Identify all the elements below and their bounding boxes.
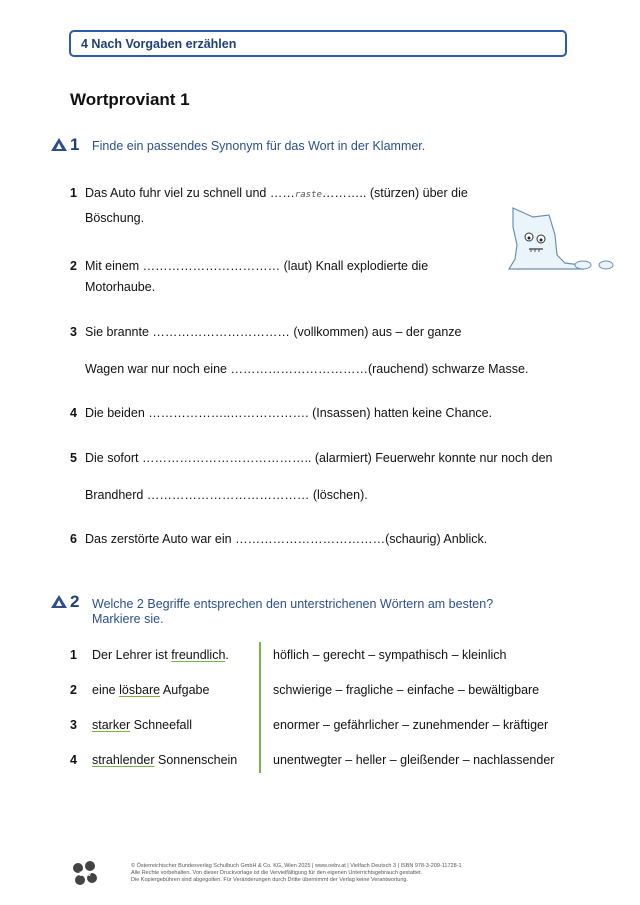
row-phrase: starker Schneefall	[92, 718, 193, 732]
underlined-word: strahlender	[92, 753, 155, 767]
task2-instruction-line2: Markiere sie.	[92, 612, 164, 626]
row-phrase: Der Lehrer ist freundlich.	[92, 648, 229, 662]
task1-number: 1	[70, 135, 80, 154]
footer-line1: © Österreichischer Bundesverlag Schulbuch GmbH & Co. KG, Wien 2025 | www.oebv.at | Vielfach Deutsch 3 | ISBN 978-3-209-11728-1	[131, 863, 462, 869]
row-number: 3	[70, 718, 77, 732]
chapter-title: 4 Nach Vorgaben erzählen	[81, 37, 237, 51]
melting-ice-mascot-illustration	[505, 205, 615, 275]
row-phrase: eine lösbare Aufgabe	[92, 683, 210, 697]
row-number: 2	[70, 683, 77, 697]
row-options: schwierige – fragliche – einfache – bewältigbare	[273, 683, 540, 697]
copyright-footer	[131, 863, 462, 884]
underlined-word: freundlich	[171, 648, 226, 662]
item-number: 6	[70, 532, 77, 546]
item-number: 2	[70, 259, 77, 273]
underlined-word: lösbare	[119, 683, 161, 697]
row-options: unentwegter – heller – gleißender – nachlassender	[273, 753, 555, 767]
item-text: Die beiden ………………..………………. (Insassen) hatten keine Chance.	[85, 406, 493, 420]
item-text: Sie brannte …………………………… (vollkommen) aus – der ganze	[85, 325, 462, 339]
row-phrase: strahlender Sonnenschein	[92, 753, 238, 767]
difficulty-triangle-icon	[51, 595, 67, 608]
task2-instruction-line1: Welche 2 Begriffe entsprechen den unterstrichenen Wörtern am besten?	[92, 597, 494, 611]
task2-instruction	[92, 597, 493, 627]
row-number: 4	[70, 753, 77, 767]
item-text: Mit einem …………………………… (laut) Knall explodierte die	[85, 259, 429, 273]
item-text-line2: Motorhaube.	[85, 280, 156, 294]
item-number: 5	[70, 451, 77, 465]
row-options: höflich – gerecht – sympathisch – kleinlich	[273, 648, 507, 662]
item-text-end: ……….. (stürzen) über die	[321, 186, 468, 200]
item-text-line2: Wagen war nur noch eine ……………………………(rauchend) schwarze Masse.	[85, 362, 529, 376]
item-text-line2: Brandherd ………………………………… (löschen).	[85, 488, 368, 502]
item-text: Das Auto fuhr viel zu schnell und ……	[85, 186, 295, 200]
footer-line2: Alle Rechte vorbehalten. Von dieser Druckvorlage ist die Vervielfältigung für den eigenen Unterrichtsgebrauch gestattet.	[131, 870, 423, 876]
item-text: Das zerstörte Auto war ein ………………………………(schaurig) Anblick.	[85, 532, 488, 546]
item-number: 4	[70, 406, 77, 420]
task1-instruction: Finde ein passendes Synonym für das Wort in der Klammer.	[92, 139, 426, 153]
page-title: Wortproviant 1	[70, 90, 190, 109]
item-number: 1	[70, 186, 77, 200]
item-number: 3	[70, 325, 77, 339]
footer-line3: Die Kopiergebühren sind abgegolten. Für Veränderungen durch Dritte übernimmt der Verlag keine Verantwortung.	[131, 877, 409, 883]
svg-text:öbv: öbv	[78, 871, 92, 878]
row-options: enormer – gefährlicher – zunehmender – kräftiger	[273, 718, 549, 732]
difficulty-triangle-icon	[51, 138, 67, 151]
item-text: Die sofort ………………………………….. (alarmiert) Feuerwehr konnte nur noch den	[85, 451, 553, 465]
row-number: 1	[70, 648, 77, 662]
handwritten-answer: raste	[294, 190, 322, 200]
item-text-line2: Böschung.	[85, 211, 145, 225]
publisher-logo-icon	[70, 860, 100, 888]
column-divider	[259, 642, 261, 773]
chapter-header	[69, 30, 567, 57]
task2-number: 2	[70, 592, 80, 611]
underlined-word: starker	[92, 718, 131, 732]
